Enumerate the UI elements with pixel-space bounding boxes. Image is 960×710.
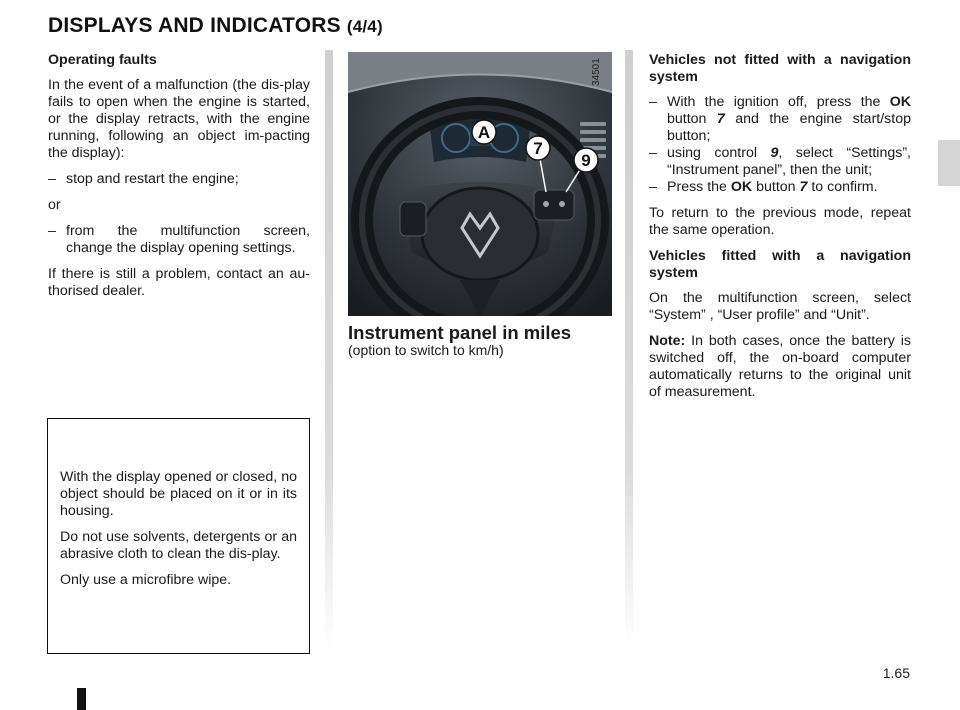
left-column xyxy=(48,52,310,309)
column-divider-right xyxy=(625,50,633,650)
callout-9 xyxy=(574,148,598,172)
unit-step-1 xyxy=(649,94,911,145)
unit-step-1-ok: OK xyxy=(889,94,911,110)
note-paragraph xyxy=(649,333,911,401)
unit-step-3-ok: OK xyxy=(730,179,753,195)
unit-step-2-num: 9 xyxy=(770,145,779,161)
fault-step-1 xyxy=(48,171,310,188)
navigation-unit-text: On the multifunction screen, select “System” , “User profile” and “Unit”. xyxy=(649,290,911,323)
callout-7 xyxy=(526,136,550,160)
unit-step-3-post: to confirm. xyxy=(807,179,878,195)
callout-a-label: A xyxy=(477,123,491,142)
with-navigation-heading: Vehicles fitted with a navigation system xyxy=(649,248,911,281)
unit-step-3-mid: button xyxy=(752,179,800,195)
unit-step-3 xyxy=(649,179,911,196)
unit-step-2 xyxy=(649,145,911,179)
notice-text-1: With the display opened or closed, no object should be placed on it or in its housing. xyxy=(60,469,297,519)
unit-step-3-num: 7 xyxy=(799,179,808,195)
chapter-tab xyxy=(938,140,960,186)
unit-step-1-post: and the engine start/stop button; xyxy=(667,111,911,144)
unit-step-2-post: , select “Settings”, “Instrument panel”, then the unit; xyxy=(667,145,912,178)
dash-marker: – xyxy=(649,179,657,195)
figure-caption-title: Instrument panel in miles xyxy=(348,322,572,343)
dash-marker: – xyxy=(48,171,56,187)
unit-step-2-pre: using control xyxy=(667,145,771,161)
corner-mark xyxy=(77,688,86,710)
warning-notice-box xyxy=(47,418,310,654)
steering-wheel-illustration xyxy=(348,52,612,316)
title-part: (4/4) xyxy=(346,17,383,36)
notice-text-2: Do not use solvents, detergents or an abrasive cloth to clean the dis-play. xyxy=(60,529,297,562)
return-mode-text: To return to the previous mode, repeat the same operation. xyxy=(649,205,911,238)
image-code: 34501 xyxy=(591,58,602,86)
unit-step-3-pre: Press the xyxy=(667,179,731,195)
page-number: 1.65 xyxy=(882,665,910,681)
no-navigation-heading: Vehicles not fitted with a navigation system xyxy=(649,52,911,85)
unit-step-1-mid: button xyxy=(667,111,717,127)
fault-step-2 xyxy=(48,223,310,257)
title-text: DISPLAYS AND INDICATORS xyxy=(48,14,341,37)
dash-marker: – xyxy=(48,223,56,239)
callout-a xyxy=(472,120,496,144)
column-divider-left xyxy=(325,50,333,650)
page-title xyxy=(48,14,383,38)
dealer-contact-text: If there is still a problem, contact an au-thorised dealer. xyxy=(48,266,310,299)
steering-wheel-photo xyxy=(348,52,612,316)
dash-marker: – xyxy=(649,94,657,110)
note-label: Note: xyxy=(649,333,686,349)
unit-step-1-text xyxy=(667,94,911,145)
unit-step-1-pre: With the ignition off, press the xyxy=(667,94,890,110)
unit-step-1-num: 7 xyxy=(716,111,725,127)
unit-step-3-text xyxy=(667,179,911,196)
note-text: In both cases, once the battery is switched off, the on-board computer automatically returns to the original unit of measurement. xyxy=(649,333,911,400)
notice-text-3: Only use a microfibre wipe. xyxy=(60,572,232,588)
operating-faults-intro: In the event of a malfunction (the dis-play fails to open when the engine is started, or the display retracts, with the engine running, following an object im-pacting the display): xyxy=(48,77,310,161)
or-text: or xyxy=(48,197,61,213)
dash-marker: – xyxy=(649,145,657,161)
fault-step-2-line2: change the display opening settings. xyxy=(66,240,296,256)
unit-step-2-text xyxy=(667,145,911,179)
figure-caption-sub: (option to switch to km/h) xyxy=(348,342,504,358)
fault-step-2-body xyxy=(66,223,310,257)
callout-7-label: 7 xyxy=(533,139,543,158)
fault-step-1-text: stop and restart the engine; xyxy=(66,171,239,187)
operating-faults-heading: Operating faults xyxy=(48,52,157,68)
callout-9-label: 9 xyxy=(581,151,591,170)
fault-step-2-line1: from the multifunction screen, xyxy=(66,223,310,239)
right-column xyxy=(649,52,911,410)
